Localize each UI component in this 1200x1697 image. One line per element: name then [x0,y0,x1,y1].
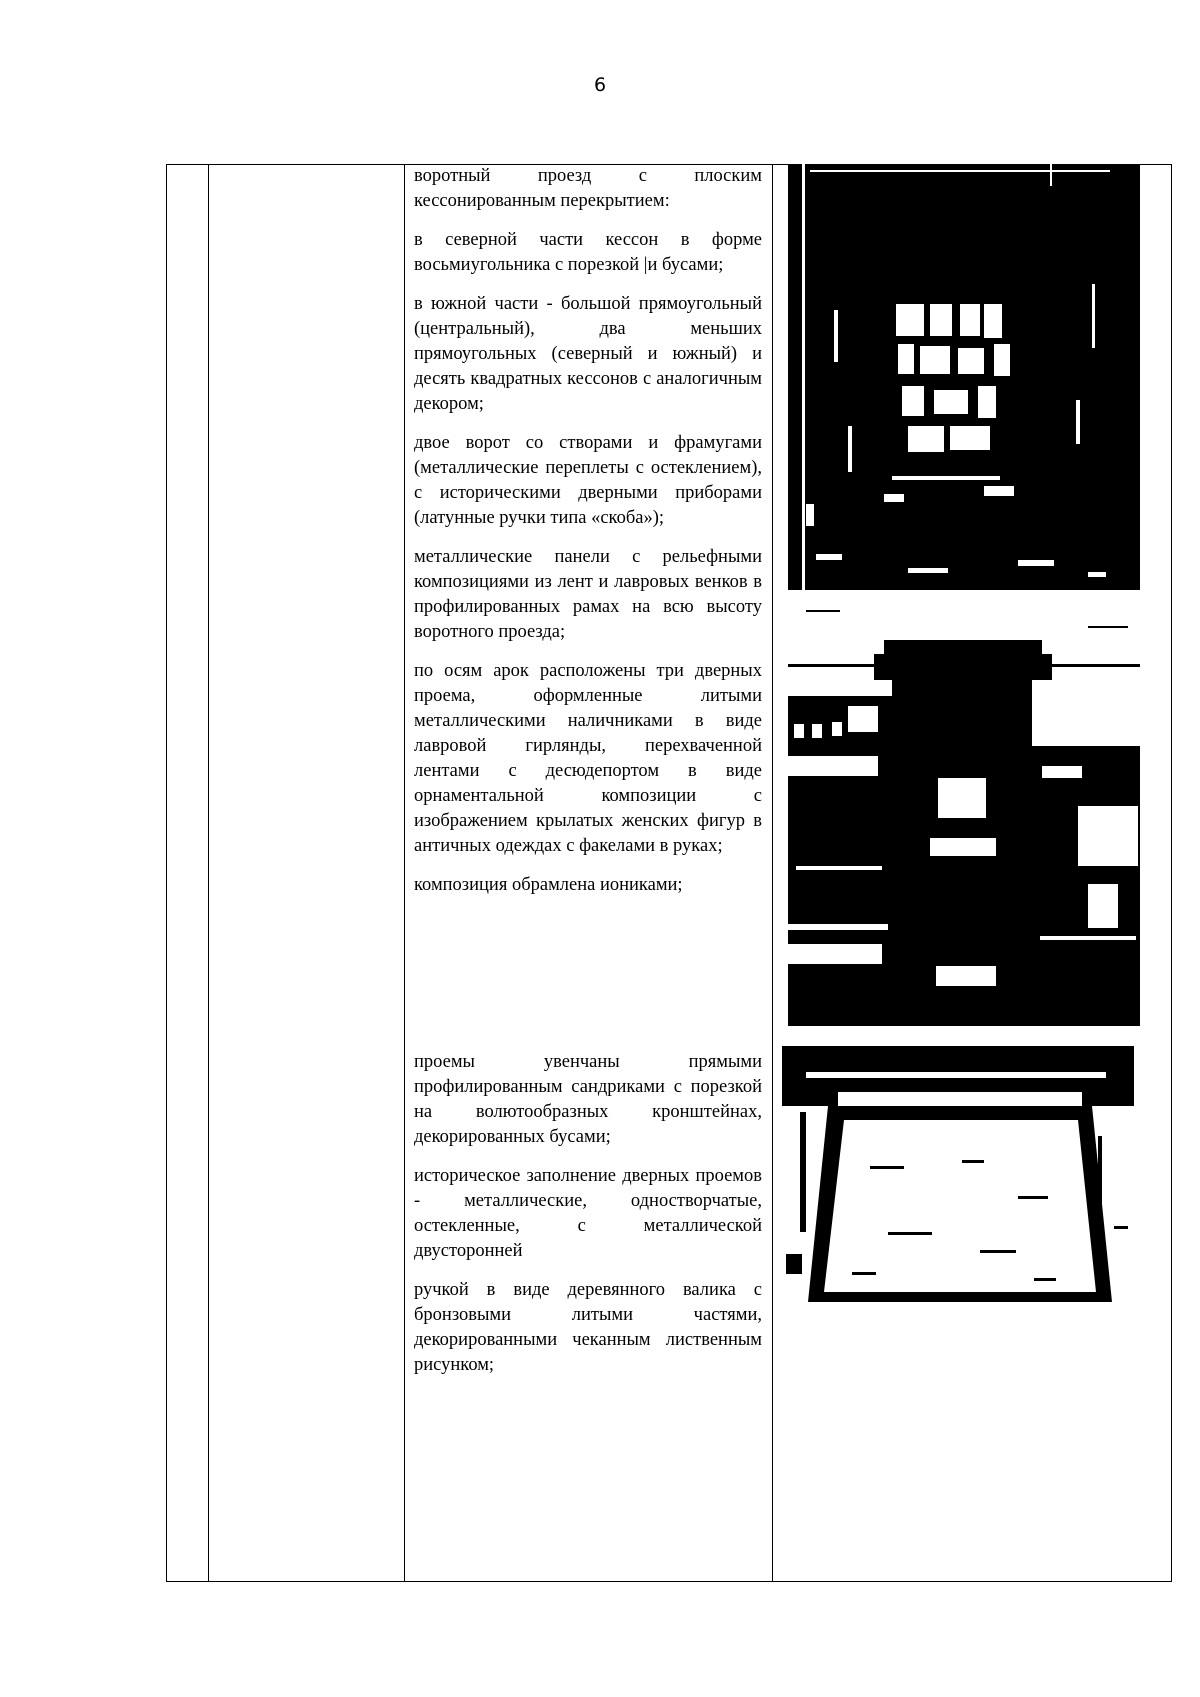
description-paragraph: в северной части кессон в форме восьмиугольника с порезкой |и бусами; [414,230,762,275]
page-number: 6 [593,74,607,96]
description-block-2 [414,1050,762,1392]
description-paragraph: проемы увенчаны прямыми профилированным сандриками с порезкой на волютообразных кронштейнах, декорированных бусами; [414,1052,762,1147]
description-paragraph: металлические панели с рельефными композициями из лент и лавровых венков в профилированных рамах на всю высоту воротного проезда; [414,547,762,642]
description-paragraph: воротный проезд с плоским кессонированным перекрытием: [414,166,762,211]
gate-facade-photo [788,606,1140,1026]
column-divider [208,165,209,1581]
description-block-1 [414,164,762,912]
gate-facade-image [788,606,1140,1026]
door-photo [782,1046,1134,1302]
description-paragraph: двое ворот со створами и фрамугами (металлические переплеты с остеклением), с историческими дверными приборами (латунные ручки типа «скоба»); [414,433,762,528]
gate-passage-photo [788,164,1140,590]
column-divider [772,165,773,1581]
column-divider [404,165,405,1581]
description-paragraph: в южной части - большой прямоугольный (центральный), два меньших прямоугольных (северный и южный) и десять квадратных кессонов с аналогичным декором; [414,294,762,414]
description-paragraph: историческое заполнение дверных проемов - металлические, одностворчатые, остекленные, с металлической двусторонней [414,1166,762,1261]
description-paragraph: по осям арок расположены три дверных проема, оформленные литыми металлическими наличниками в виде лавровой гирлянды, перехваченной лентами с десюдепортом в виде орнаментальной композиции с изображением крылатых женских фигур в античных одеждах с факелами в руках; [414,661,762,856]
door-image [782,1046,1134,1302]
gate-passage-image [788,164,1140,590]
description-paragraph: ручкой в виде деревянного валика с бронзовыми литыми частями, декорированными чеканным лиственным рисунком; [414,1280,762,1375]
description-paragraph: композиция обрамлена иониками; [414,875,683,895]
